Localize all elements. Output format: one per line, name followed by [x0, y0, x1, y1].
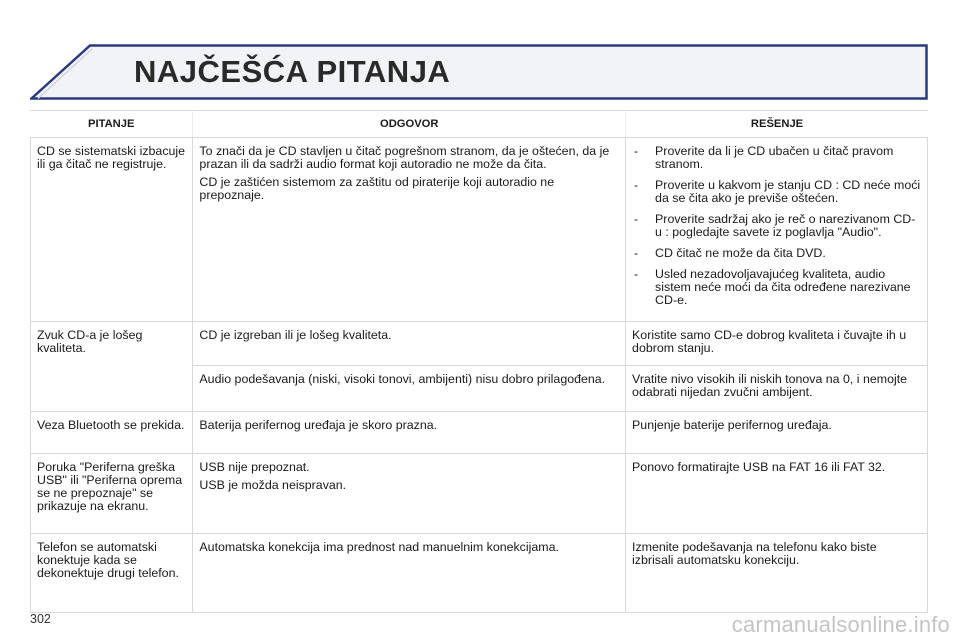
page-number: 302	[30, 612, 51, 626]
list-item: - Proverite da li je CD ubačen u čitač pravom stranom.	[632, 145, 921, 171]
answer-cell	[193, 321, 626, 365]
faq-table	[30, 110, 928, 613]
answer-cell	[193, 365, 626, 411]
answer-text: CD je izgreban ili je lošeg kvaliteta.	[199, 328, 392, 342]
list-item: - Usled nezadovoljavajućeg kvaliteta, audio sistem neće moći da čita određene narezivane CD-e.	[632, 268, 921, 307]
table-row	[30, 321, 928, 365]
answer-text: CD je zaštićen sistemom za zaštitu od piraterije koji autoradio ne prepoznaje.	[199, 175, 555, 202]
question-text: Zvuk CD-a je lošeg kvaliteta.	[37, 328, 143, 355]
table-row	[30, 411, 928, 453]
list-item: - Proverite u kakvom je stanju CD : CD neće moći da se čita ako je previše oštećen.	[632, 179, 921, 205]
page-header	[30, 44, 928, 100]
solution-cell	[626, 365, 928, 411]
solution-text: Izmenite podešavanja na telefonu kako biste izbrisali automatsku konekciju.	[632, 540, 877, 567]
answer-cell	[193, 411, 626, 453]
list-item: - Proverite sadržaj ako je reč o narezivanom CD-u : pogledajte savete iz poglavlja "Audio".	[632, 213, 921, 239]
column-header-answer: ODGOVOR	[193, 110, 626, 137]
list-item: - CD čitač ne može da čita DVD.	[632, 247, 921, 260]
answer-text: USB je možda neispravan.	[199, 478, 347, 492]
answer-text: To znači da je CD stavljen u čitač pogrešnom stranom, da je oštećen, da je prazan ili da sadrži audio format koji autoradio ne može da čita.	[199, 144, 610, 171]
solution-cell	[626, 411, 928, 453]
solution-text: Punjenje baterije perifernog uređaja.	[632, 418, 832, 432]
question-text: Telefon se automatski konektuje kada se dekonektuje drugi telefon.	[37, 540, 179, 580]
answer-cell	[193, 137, 626, 321]
column-header-question: PITANJE	[30, 110, 193, 137]
answer-cell	[193, 533, 626, 613]
table-header-row	[30, 110, 928, 137]
solution-cell	[626, 137, 928, 321]
solution-text: Vratite nivo visokih ili niskih tonova na 0, i nemojte odabrati nijedan zvučni ambijent.	[632, 372, 908, 399]
watermark-text: carmanualsonline.info	[731, 612, 950, 637]
question-text: Poruka "Periferna greška USB" ili "Periferna oprema se ne prepoznaje" se prikazuje na ekranu.	[37, 460, 183, 513]
table-row	[30, 453, 928, 533]
solution-cell	[626, 453, 928, 533]
answer-text: USB nije prepoznat.	[199, 460, 310, 474]
question-cell	[30, 453, 193, 533]
answer-cell	[193, 453, 626, 533]
table-row	[30, 533, 928, 613]
table-row	[30, 137, 928, 321]
answer-text: Audio podešavanja (niski, visoki tonovi, ambijenti) nisu dobro prilagođena.	[199, 372, 606, 386]
question-cell	[30, 137, 193, 321]
solution-cell	[626, 533, 928, 613]
question-cell	[30, 411, 193, 453]
question-text: Veza Bluetooth se prekida.	[37, 418, 185, 432]
question-cell	[30, 321, 193, 411]
solution-list	[632, 145, 921, 307]
solution-cell	[626, 321, 928, 365]
page-title: NAJČEŠĆA PITANJA	[134, 54, 451, 89]
question-text: CD se sistematski izbacuje ili ga čitač ne registruje.	[37, 144, 186, 171]
column-header-solution: REŠENJE	[626, 110, 928, 137]
answer-text: Baterija perifernog uređaja je skoro prazna.	[199, 418, 438, 432]
solution-text: Ponovo formatirajte USB na FAT 16 ili FAT 32.	[632, 460, 886, 474]
solution-text: Koristite samo CD-e dobrog kvaliteta i čuvajte ih u dobrom stanju.	[632, 328, 907, 355]
question-cell	[30, 533, 193, 613]
answer-text: Automatska konekcija ima prednost nad manuelnim konekcijama.	[199, 540, 559, 554]
